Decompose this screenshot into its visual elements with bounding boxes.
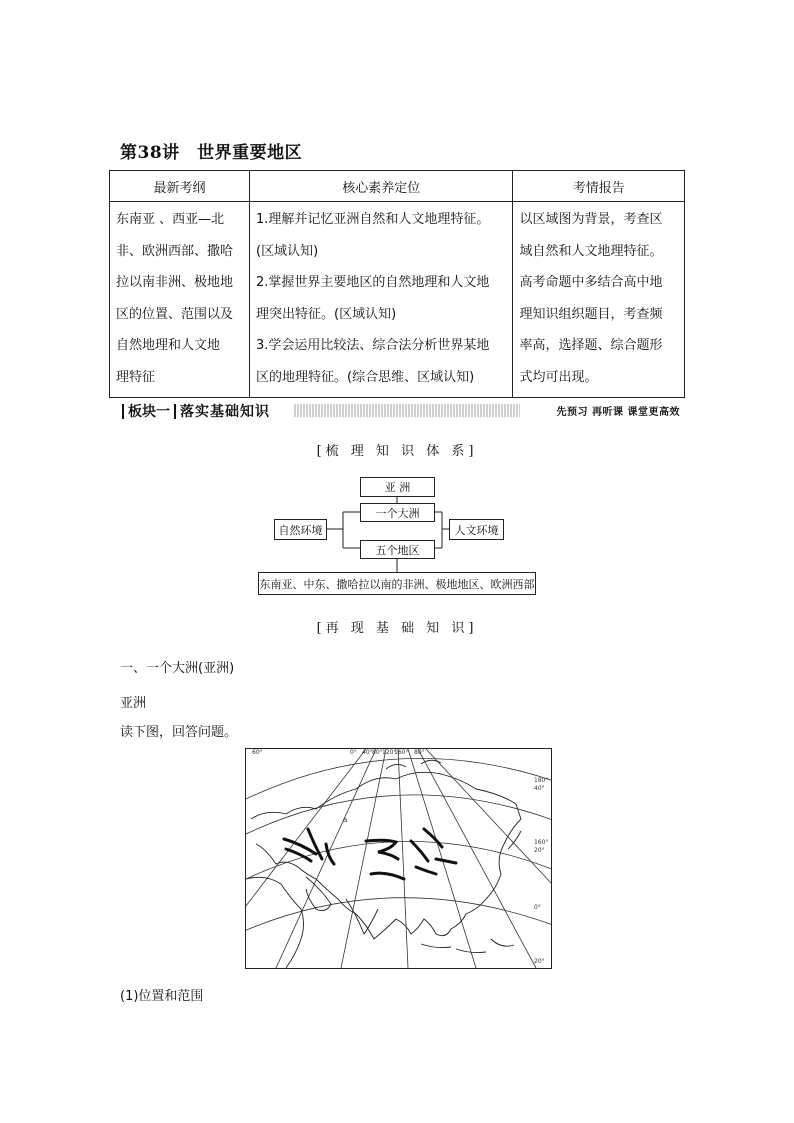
map-label-equator: 0°	[534, 904, 541, 911]
map-label-80n: 80°	[414, 749, 425, 756]
exam-report-line: 以区域图为背景，考查区	[519, 212, 663, 227]
curriculum-line: 拉以南非洲、极地地	[116, 275, 234, 290]
exam-report-line: 率高，选择题、综合题形	[519, 338, 663, 353]
diagram-node-asia: 亚 洲	[360, 477, 435, 497]
map-label-0: 0°	[350, 749, 357, 756]
page-title: 第38讲 世界重要地区	[120, 143, 303, 163]
map-point-a: a	[343, 816, 348, 824]
curriculum-line: 东南亚 、西亚—北	[116, 212, 225, 227]
header-core-literacy: 核心素养定位	[250, 171, 513, 202]
map-label-160w: 160°	[534, 839, 549, 846]
map-label-120e: 120°	[382, 749, 397, 756]
map-label-180: 180°	[534, 777, 549, 784]
core-literacy-line: (区域认知)	[256, 243, 319, 259]
curriculum-line: 区的位置、范围以及	[116, 306, 234, 322]
map-label-160e: 160°	[394, 749, 409, 756]
asia-map-graphic	[246, 749, 551, 968]
diagram-node-five-regions: 五个地区	[360, 540, 435, 559]
diagram-node-one-continent: 一个大洲	[360, 503, 435, 522]
core-literacy-line: 2.掌握世界主要地区的自然地理和人文地	[256, 275, 490, 290]
diagram-node-natural-environment: 自然环境	[274, 519, 327, 540]
core-literacy-line: 理突出特征。(区域认知)	[256, 306, 397, 322]
banner-slogan: 先预习 再听课 课堂更高效	[556, 407, 680, 418]
header-exam-report: 考情报告	[513, 171, 685, 202]
section-heading-knowledge-system: [梳 理 知 识 体 系]	[316, 444, 478, 459]
instruction-text: 读下图，回答问题。	[120, 725, 238, 740]
map-label-40e: 40°	[362, 749, 373, 756]
map-label-60w: 60°	[252, 749, 263, 756]
exam-report-line: 高考命题中多结合高中地	[519, 275, 663, 290]
diagram-node-human-environment: 人文环境	[449, 519, 504, 540]
exam-report-line: 域自然和人文地理特征。	[519, 243, 663, 259]
core-literacy-line: 区的地理特征。(综合思维、区域认知)	[256, 369, 475, 385]
curriculum-line: 自然地理和人文地	[116, 338, 221, 353]
heading-one-continent: 一、一个大洲(亚洲)	[120, 661, 235, 676]
map-label-80e: 80°	[372, 749, 383, 756]
core-literacy-line: 3.学会运用比较法、综合法分析世界某地	[256, 338, 490, 353]
banner-module-subtitle: 落实基础知识	[180, 404, 270, 420]
section-heading-basic-knowledge: [再 现 基 础 知 识]	[316, 621, 478, 636]
diagram-node-region-list: 东南亚、中东、撒哈拉以南的非洲、极地地区、欧洲西部	[258, 572, 536, 595]
curriculum-line: 非、欧洲西部、撒哈	[116, 243, 234, 259]
heading-asia: 亚洲	[120, 696, 147, 711]
curriculum-line: 理特征	[116, 369, 156, 385]
map-label-20n: 20°	[534, 847, 545, 854]
subheading-location-range: (1)位置和范围	[120, 989, 204, 1004]
banner-module-label: 板块一	[128, 404, 170, 420]
asia-map	[245, 748, 552, 969]
exam-report-line: 式均可出现。	[519, 369, 598, 385]
core-literacy-line: 1.理解并记忆亚洲自然和人文地理特征。	[256, 212, 490, 227]
map-label-40n: 40°	[534, 785, 545, 792]
map-label-20s: 20°	[534, 958, 545, 965]
exam-report-line: 理知识组织题目，考查频	[519, 306, 663, 322]
header-curriculum: 最新考纲	[110, 171, 250, 202]
